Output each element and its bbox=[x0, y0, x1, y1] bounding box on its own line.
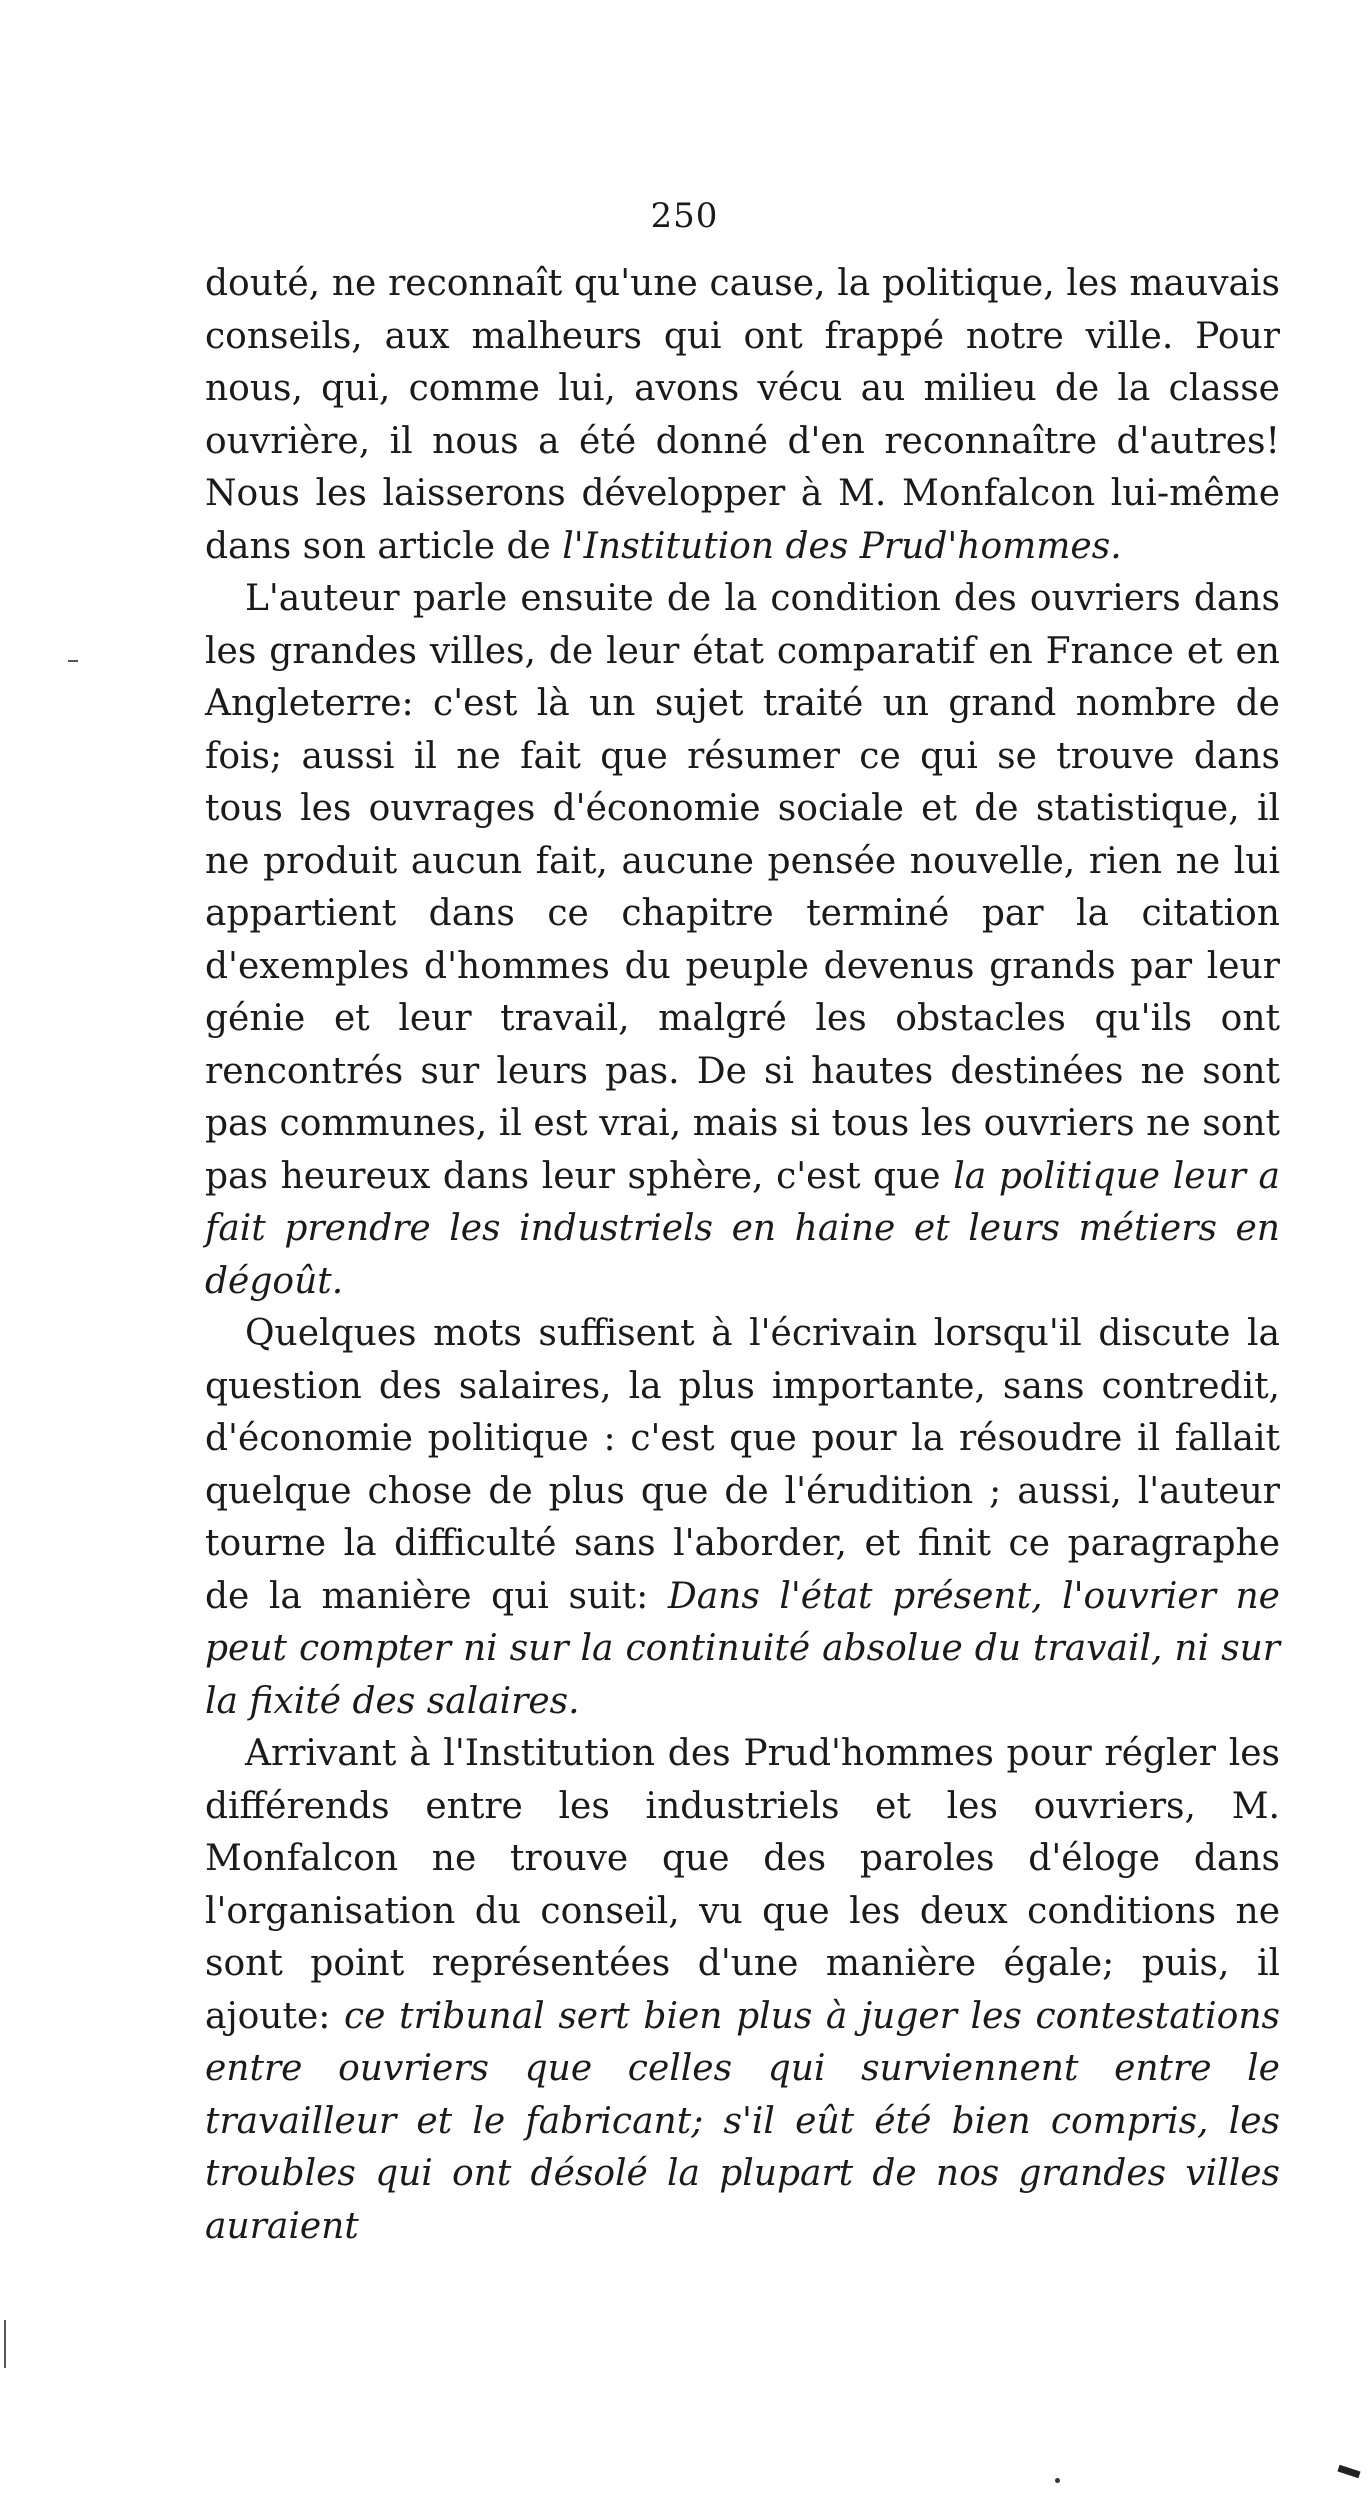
margin-tick-mark bbox=[68, 660, 78, 662]
paragraph bbox=[205, 1728, 1280, 2253]
italic-text-run: ce tribunal sert bien plus à juger les contestations entre ouvriers que celles qui surviennent entre le travailleur et le fabricant; s'il eût été bien compris, les troubles qui ont désolé la plupart de nos grandes villes auraient bbox=[205, 1995, 1280, 2247]
paragraph-continuation bbox=[205, 258, 1280, 573]
margin-line-mark bbox=[4, 2320, 6, 2368]
italic-text-run: la politique leur a fait prendre les industriels en haine et leurs métiers en dégoût. bbox=[205, 1155, 1281, 1302]
text-run: Arrivant à l'Institution des Prud'hommes pour régler les différends entre les industriels et les ouvriers, M. Monfalcon ne trouve que des paroles d'éloge dans l'organisation du conseil, vu que les deux conditions ne sont point représentées d'une manière égale; puis, il ajoute: bbox=[205, 1733, 1280, 2037]
ink-dot-mark bbox=[1055, 2478, 1060, 2483]
body-text bbox=[205, 258, 1280, 2253]
paragraph bbox=[205, 1308, 1280, 1728]
italic-text-run: l'Institution des Prud'hommes. bbox=[562, 525, 1122, 567]
text-run: L'auteur parle ensuite de la condition des ouvriers dans les grandes villes, de leur état comparatif en France et en Angleterre: c'est là un sujet traité un grand nombre de fois; aussi il ne fait que résumer ce qui se trouve dans tous les ouvrages d'économie sociale et de statistique, il ne produit aucun fait, aucune pensée nouvelle, rien ne lui appartient dans ce chapitre terminé par la citation d'exemples d'hommes du peuple devenus grands par leur génie et leur travail, malgré les obstacles qu'ils ont rencontrés sur leurs pas. De si hautes destinées ne sont pas communes, il est vrai, mais si tous les ouvriers ne sont pas heureux dans leur sphère, c'est que bbox=[205, 578, 1280, 1197]
paragraph bbox=[205, 573, 1280, 1308]
italic-text-run: Dans l'état présent, l'ouvrier ne peut compter ni sur la continuité absolue du travail, ni sur la fixité des salaires. bbox=[205, 1575, 1280, 1722]
page-number: 250 bbox=[650, 196, 719, 236]
text-run: Quelques mots suffisent à l'écrivain lorsqu'il discute la question des salaires, la plus importante, sans contredit, d'économie politique : c'est que pour la résoudre il fallait quelque chose de plus que de l'érudition ; aussi, l'auteur tourne la difficulté sans l'aborder, et finit ce paragraphe de la manière qui suit: bbox=[205, 1313, 1280, 1617]
text-run: douté, ne reconnaît qu'une cause, la politique, les mauvais conseils, aux malheurs qui ont frappé notre ville. Pour nous, qui, comme lui, avons vécu au milieu de la classe ouvrière, il nous a été donné d'en reconnaître d'autres! Nous les laisserons développer à M. Monfalcon lui-même dans son article de bbox=[205, 263, 1280, 567]
corner-ink-mark bbox=[1337, 2465, 1360, 2478]
